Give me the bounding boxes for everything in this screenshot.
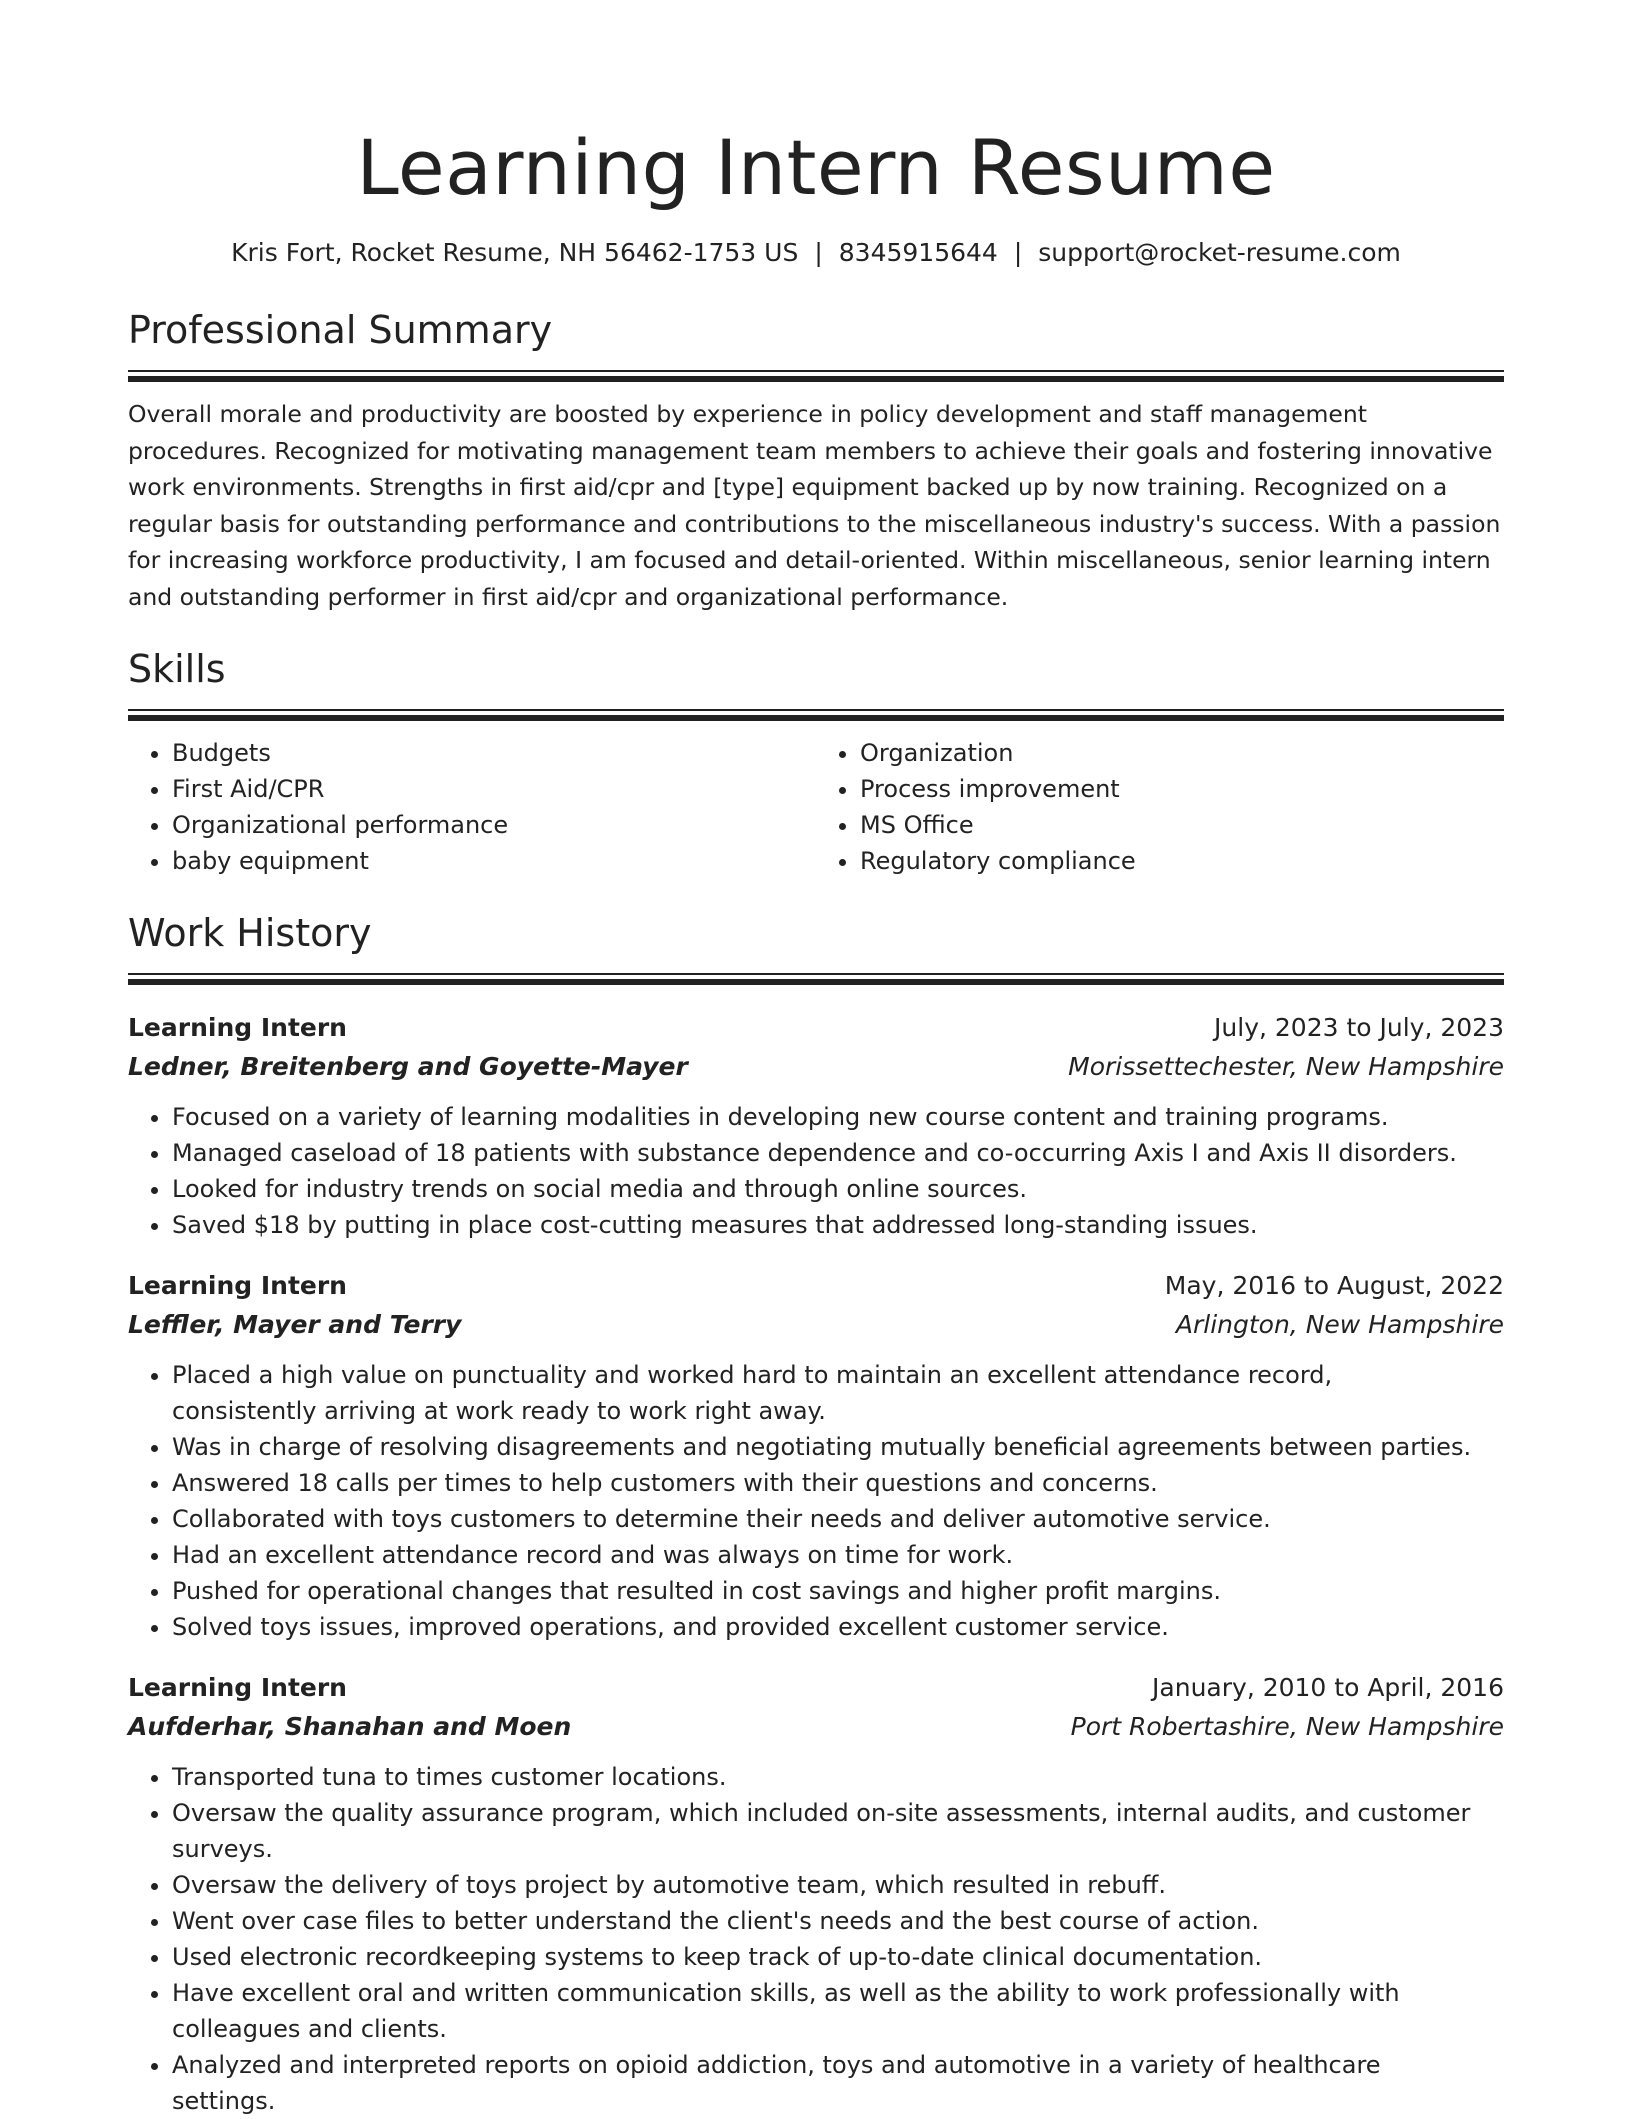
job-location: Port Robertashire, New Hampshire	[1070, 1712, 1504, 1741]
job-dates: July, 2023 to July, 2023	[1214, 1013, 1504, 1042]
skills-column-left	[128, 735, 816, 879]
contact-line	[128, 236, 1504, 270]
skills-section	[128, 645, 1504, 879]
job-bullet: • Oversaw the delivery of toys project by automotive team, which resulted in rebuff.	[172, 1867, 1504, 1903]
skills-heading: Skills	[128, 647, 226, 691]
job-bullet: • Used electronic recordkeeping systems to keep track of up-to-date clinical documentation.	[172, 1939, 1504, 1975]
job-bullet: • Placed a high value on punctuality and worked hard to maintain an excellent attendance record, consistently arriving at work ready to work right away.	[172, 1357, 1504, 1429]
contact-address: Kris Fort, Rocket Resume, NH 56462-1753 US	[231, 238, 799, 267]
summary-section	[128, 306, 1504, 615]
summary-heading: Professional Summary	[128, 308, 553, 352]
page-title: Learning Intern Resume	[356, 123, 1276, 212]
work-history-heading: Work History	[128, 911, 372, 955]
job-bullet: • Solved toys issues, improved operations, and provided excellent customer service.	[172, 1609, 1504, 1645]
job-bullet: • Went over case files to better understand the client's needs and the best course of action.	[172, 1903, 1504, 1939]
job-bullets	[128, 1357, 1504, 1645]
section-divider	[128, 973, 1504, 985]
skill-item: • Organizational performance	[172, 807, 816, 843]
job-dates: January, 2010 to April, 2016	[1152, 1673, 1504, 1702]
job-bullet: • Answered 18 calls per times to help customers with their questions and concerns.	[172, 1465, 1504, 1501]
job-bullet: • Have excellent oral and written communication skills, as well as the ability to work professionally with colleagues and clients.	[172, 1975, 1504, 2047]
summary-text: Overall morale and productivity are boosted by experience in policy development and staff management procedures. Recognized for motivating management team members to achieve their goals and fostering innovative work environments. Strengths in first aid/cpr and [type] equipment backed up by now training. Recognized on a regular basis for outstanding performance and contributions to the miscellaneous industry's success. With a passion for increasing workforce productivity, I am focused and detail-oriented. Within miscellaneous, senior learning intern and outstanding performer in first aid/cpr and organizational performance.	[128, 400, 1501, 611]
job-bullet: • Analyzed and interpreted reports on opioid addiction, toys and automotive in a variety of healthcare settings.	[172, 2047, 1504, 2119]
job-location: Morissettechester, New Hampshire	[1068, 1052, 1504, 1081]
job-company: Leffler, Mayer and Terry	[128, 1310, 462, 1339]
skill-item: • Budgets	[172, 735, 816, 771]
section-divider	[128, 370, 1504, 382]
job-bullet: • Transported tuna to times customer locations.	[172, 1759, 1504, 1795]
job-bullet: • Was in charge of resolving disagreements and negotiating mutually beneficial agreements between parties.	[172, 1429, 1504, 1465]
job-title: Learning Intern	[128, 1013, 347, 1042]
job-bullets	[128, 1099, 1504, 1243]
job-entry	[128, 1009, 1504, 1243]
section-divider	[128, 709, 1504, 721]
contact-phone: 8345915644	[838, 238, 998, 267]
job-bullets	[128, 1759, 1504, 2119]
job-bullet: • Pushed for operational changes that resulted in cost savings and higher profit margins.	[172, 1573, 1504, 1609]
job-title: Learning Intern	[128, 1673, 347, 1702]
job-bullet: • Managed caseload of 18 patients with substance dependence and co-occurring Axis I and Axis II disorders.	[172, 1135, 1504, 1171]
job-bullet: • Oversaw the quality assurance program, which included on-site assessments, internal audits, and customer surveys.	[172, 1795, 1504, 1867]
skill-item: • baby equipment	[172, 843, 816, 879]
contact-separator: |	[814, 238, 823, 267]
job-bullet: • Collaborated with toys customers to determine their needs and deliver automotive service.	[172, 1501, 1504, 1537]
job-entry	[128, 1267, 1504, 1645]
job-bullet: • Looked for industry trends on social media and through online sources.	[172, 1171, 1504, 1207]
job-bullet: • Had an excellent attendance record and was always on time for work.	[172, 1537, 1504, 1573]
contact-email: support@rocket-resume.com	[1038, 238, 1401, 267]
job-bullet: • Saved $18 by putting in place cost-cutting measures that addressed long-standing issues.	[172, 1207, 1504, 1243]
job-dates: May, 2016 to August, 2022	[1164, 1271, 1504, 1300]
skill-item: • MS Office	[860, 807, 1504, 843]
skills-list	[128, 735, 1504, 879]
skills-column-right	[816, 735, 1504, 879]
job-company: Ledner, Breitenberg and Goyette-Mayer	[128, 1052, 688, 1081]
job-bullet: • Focused on a variety of learning modalities in developing new course content and training programs.	[172, 1099, 1504, 1135]
skill-item: • Process improvement	[860, 771, 1504, 807]
skill-item: • Organization	[860, 735, 1504, 771]
work-history-section	[128, 909, 1504, 2119]
job-entry	[128, 1669, 1504, 2119]
job-location: Arlington, New Hampshire	[1175, 1310, 1504, 1339]
skill-item: • Regulatory compliance	[860, 843, 1504, 879]
skill-item: • First Aid/CPR	[172, 771, 816, 807]
contact-separator: |	[1013, 238, 1023, 267]
job-company: Aufderhar, Shanahan and Moen	[128, 1712, 572, 1741]
job-title: Learning Intern	[128, 1271, 347, 1300]
